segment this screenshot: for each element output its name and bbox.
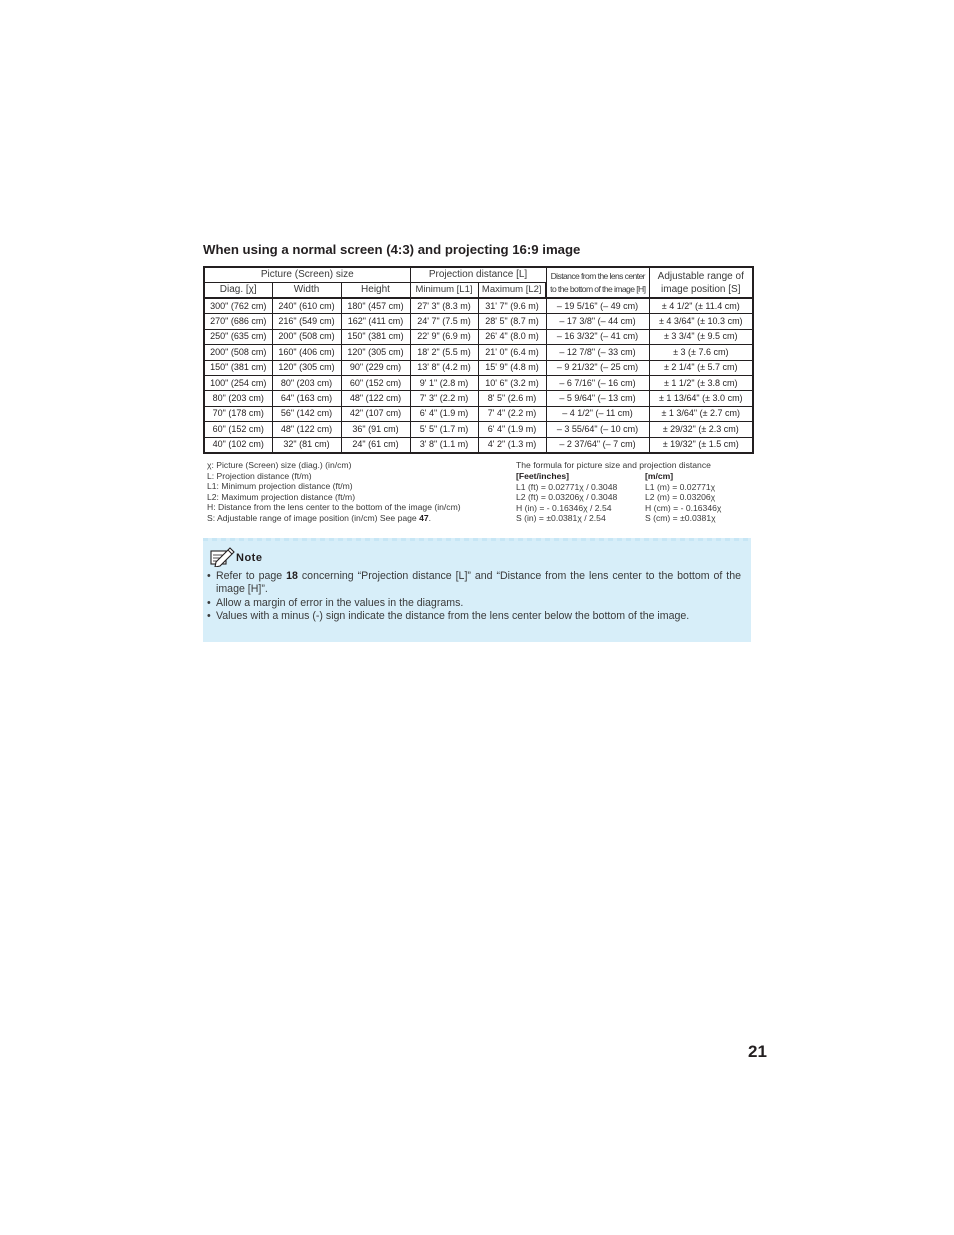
cell-lens-distance: – 16 3/32" (– 41 cm) — [546, 329, 649, 344]
formula-line: H (cm) = - 0.16346χ — [645, 502, 722, 513]
cell-lens-distance: – 3 55/64" (– 10 cm) — [546, 422, 649, 437]
page-reference[interactable]: 47 — [419, 512, 429, 523]
cell-diag: 40" (102 cm) — [204, 437, 272, 453]
table-row — [204, 345, 753, 360]
cell-min-distance: 9' 1" (2.8 m) — [410, 375, 478, 390]
cell-diag: 200" (508 cm) — [204, 345, 272, 360]
cell-diag: 80" (203 cm) — [204, 391, 272, 406]
cell-diag: 150" (381 cm) — [204, 360, 272, 375]
cell-min-distance: 5' 5" (1.7 m) — [410, 422, 478, 437]
cell-width: 64" (163 cm) — [272, 391, 341, 406]
legend-item: H: Distance from the lens center to the bottom of the image (in/cm) — [207, 502, 461, 513]
cell-width: 32" (81 cm) — [272, 437, 341, 453]
cell-height: 120" (305 cm) — [341, 345, 410, 360]
cell-width: 216" (549 cm) — [272, 314, 341, 329]
header-width: Width — [272, 283, 341, 299]
header-projection-distance: Projection distance [L] — [410, 267, 546, 283]
cell-lens-distance: – 6 7/16" (– 16 cm) — [546, 375, 649, 390]
cell-height: 36" (91 cm) — [341, 422, 410, 437]
cell-adjustable-range: ± 3 (± 7.6 cm) — [649, 345, 753, 360]
cell-max-distance: 7' 4" (2.2 m) — [478, 406, 546, 421]
header-height: Height — [341, 283, 410, 299]
table-body — [204, 298, 753, 453]
page-number: 21 — [748, 1042, 767, 1061]
cell-width: 120" (305 cm) — [272, 360, 341, 375]
cell-min-distance: 13' 8" (4.2 m) — [410, 360, 478, 375]
formula-line: L2 (m) = 0.03206χ — [645, 492, 716, 503]
cell-height: 180" (457 cm) — [341, 298, 410, 314]
note-item: • Allow a margin of error in the values in the diagrams. — [207, 597, 741, 610]
projection-distance-table — [203, 266, 754, 454]
note-divider — [203, 538, 751, 541]
cell-max-distance: 31' 7" (9.6 m) — [478, 298, 546, 314]
cell-adjustable-range: ± 29/32" (± 2.3 cm) — [649, 422, 753, 437]
cell-min-distance: 22' 9" (6.9 m) — [410, 329, 478, 344]
cell-width: 240" (610 cm) — [272, 298, 341, 314]
cell-adjustable-range: ± 1 13/64" (± 3.0 cm) — [649, 391, 753, 406]
cell-lens-distance: – 2 37/64" (– 7 cm) — [546, 437, 649, 453]
cell-max-distance: 8' 5" (2.6 m) — [478, 391, 546, 406]
cell-min-distance: 6' 4" (1.9 m) — [410, 406, 478, 421]
cell-adjustable-range: ± 4 3/64" (± 10.3 cm) — [649, 314, 753, 329]
cell-min-distance: 18' 2" (5.5 m) — [410, 345, 478, 360]
formula-imperial — [516, 471, 617, 524]
cell-height: 150" (381 cm) — [341, 329, 410, 344]
formula-title: The formula for picture size and projection distance — [516, 460, 711, 470]
cell-diag: 270" (686 cm) — [204, 314, 272, 329]
legend-item — [207, 513, 461, 524]
cell-height: 42" (107 cm) — [341, 406, 410, 421]
note-title: Note — [236, 552, 263, 564]
note-list — [207, 570, 741, 623]
table-row — [204, 329, 753, 344]
cell-min-distance: 24' 7" (7.5 m) — [410, 314, 478, 329]
section-heading: When using a normal screen (4:3) and projecting 16:9 image — [203, 242, 581, 257]
cell-max-distance: 28' 5" (8.7 m) — [478, 314, 546, 329]
header-picture-size: Picture (Screen) size — [204, 267, 410, 283]
cell-max-distance: 21' 0" (6.4 m) — [478, 345, 546, 360]
cell-diag: 60" (152 cm) — [204, 422, 272, 437]
legend-item: L1: Minimum projection distance (ft/m) — [207, 481, 353, 492]
cell-lens-distance: – 9 21/32" (– 25 cm) — [546, 360, 649, 375]
cell-min-distance: 7' 3" (2.2 m) — [410, 391, 478, 406]
table-row — [204, 406, 753, 421]
cell-max-distance: 15' 9" (4.8 m) — [478, 360, 546, 375]
header-adjustable-range: Adjustable range of image position [S] — [649, 267, 753, 298]
page-reference[interactable]: 18 — [286, 570, 298, 582]
legend-item: L2: Maximum projection distance (ft/m) — [207, 491, 356, 502]
cell-max-distance: 10' 6" (3.2 m) — [478, 375, 546, 390]
note-item — [207, 570, 741, 597]
cell-width: 56" (142 cm) — [272, 406, 341, 421]
cell-adjustable-range: ± 3 3/4" (± 9.5 cm) — [649, 329, 753, 344]
cell-min-distance: 3' 8" (1.1 m) — [410, 437, 478, 453]
cell-height: 60" (152 cm) — [341, 375, 410, 390]
note-item-text: concerning “Projection distance [L]” and “Distance from the lens center to the bottom of the image [H]”. — [216, 570, 741, 596]
formula-line: H (in) = - 0.16346χ / 2.54 — [516, 502, 612, 513]
legend-item-text: S: Adjustable range of image position (in/cm) See page — [207, 512, 420, 523]
cell-lens-distance: – 12 7/8" (– 33 cm) — [546, 345, 649, 360]
header-minimum: Minimum [L1] — [410, 283, 478, 299]
cell-lens-distance: – 5 9/64" (– 13 cm) — [546, 391, 649, 406]
cell-adjustable-range: ± 4 1/2" (± 11.4 cm) — [649, 298, 753, 314]
cell-width: 80" (203 cm) — [272, 375, 341, 390]
formula-line: L2 (ft) = 0.03206χ / 0.3048 — [516, 492, 618, 503]
formula-metric — [645, 471, 721, 524]
cell-lens-distance: – 17 3/8" (– 44 cm) — [546, 314, 649, 329]
note-item: • Values with a minus (-) sign indicate the distance from the lens center below the bottom of the image. — [207, 610, 741, 623]
cell-width: 200" (508 cm) — [272, 329, 341, 344]
header-maximum: Maximum [L2] — [478, 283, 546, 299]
cell-max-distance: 6' 4" (1.9 m) — [478, 422, 546, 437]
cell-diag: 250" (635 cm) — [204, 329, 272, 344]
cell-min-distance: 27' 3" (8.3 m) — [410, 298, 478, 314]
cell-height: 48" (122 cm) — [341, 391, 410, 406]
note-item-text: Refer to page — [216, 570, 287, 582]
formula-line: S (cm) = ±0.0381χ — [645, 513, 716, 524]
formula-line: S (in) = ±0.0381χ / 2.54 — [516, 513, 606, 524]
note-box — [203, 538, 751, 642]
cell-max-distance: 26' 4" (8.0 m) — [478, 329, 546, 344]
cell-diag: 100" (254 cm) — [204, 375, 272, 390]
cell-max-distance: 4' 2" (1.3 m) — [478, 437, 546, 453]
table-row — [204, 437, 753, 453]
legend-item-suffix: . — [428, 512, 432, 523]
cell-diag: 300" (762 cm) — [204, 298, 272, 314]
cell-lens-distance: – 4 1/2" (– 11 cm) — [546, 406, 649, 421]
table-row — [204, 360, 753, 375]
table-row — [204, 298, 753, 314]
table-row — [204, 391, 753, 406]
header-diag: Diag. [χ] — [204, 283, 272, 299]
formula-line: L1 (m) = 0.02771χ — [645, 481, 716, 492]
cell-width: 48" (122 cm) — [272, 422, 341, 437]
cell-height: 90" (229 cm) — [341, 360, 410, 375]
table-row — [204, 422, 753, 437]
cell-adjustable-range: ± 1 3/64" (± 2.7 cm) — [649, 406, 753, 421]
legend — [207, 460, 461, 524]
table-row — [204, 314, 753, 329]
cell-height: 24" (61 cm) — [341, 437, 410, 453]
pencil-note-icon — [209, 547, 235, 567]
header-distance-from-lens: Distance from the lens center to the bottom of the image [H] — [546, 267, 649, 298]
cell-adjustable-range: ± 1 1/2" (± 3.8 cm) — [649, 375, 753, 390]
table-row — [204, 375, 753, 390]
cell-adjustable-range: ± 2 1/4" (± 5.7 cm) — [649, 360, 753, 375]
cell-lens-distance: – 19 5/16" (– 49 cm) — [546, 298, 649, 314]
legend-item: χ: Picture (Screen) size (diag.) (in/cm) — [207, 460, 352, 470]
cell-adjustable-range: ± 19/32" (± 1.5 cm) — [649, 437, 753, 453]
cell-width: 160" (406 cm) — [272, 345, 341, 360]
cell-height: 162" (411 cm) — [341, 314, 410, 329]
formula-metric-heading: [m/cm] — [645, 471, 674, 481]
cell-diag: 70" (178 cm) — [204, 406, 272, 421]
formula-line: L1 (ft) = 0.02771χ / 0.3048 — [516, 481, 618, 492]
formula-imperial-heading: [Feet/inches] — [516, 471, 570, 481]
legend-item: L: Projection distance (ft/m) — [207, 470, 312, 481]
